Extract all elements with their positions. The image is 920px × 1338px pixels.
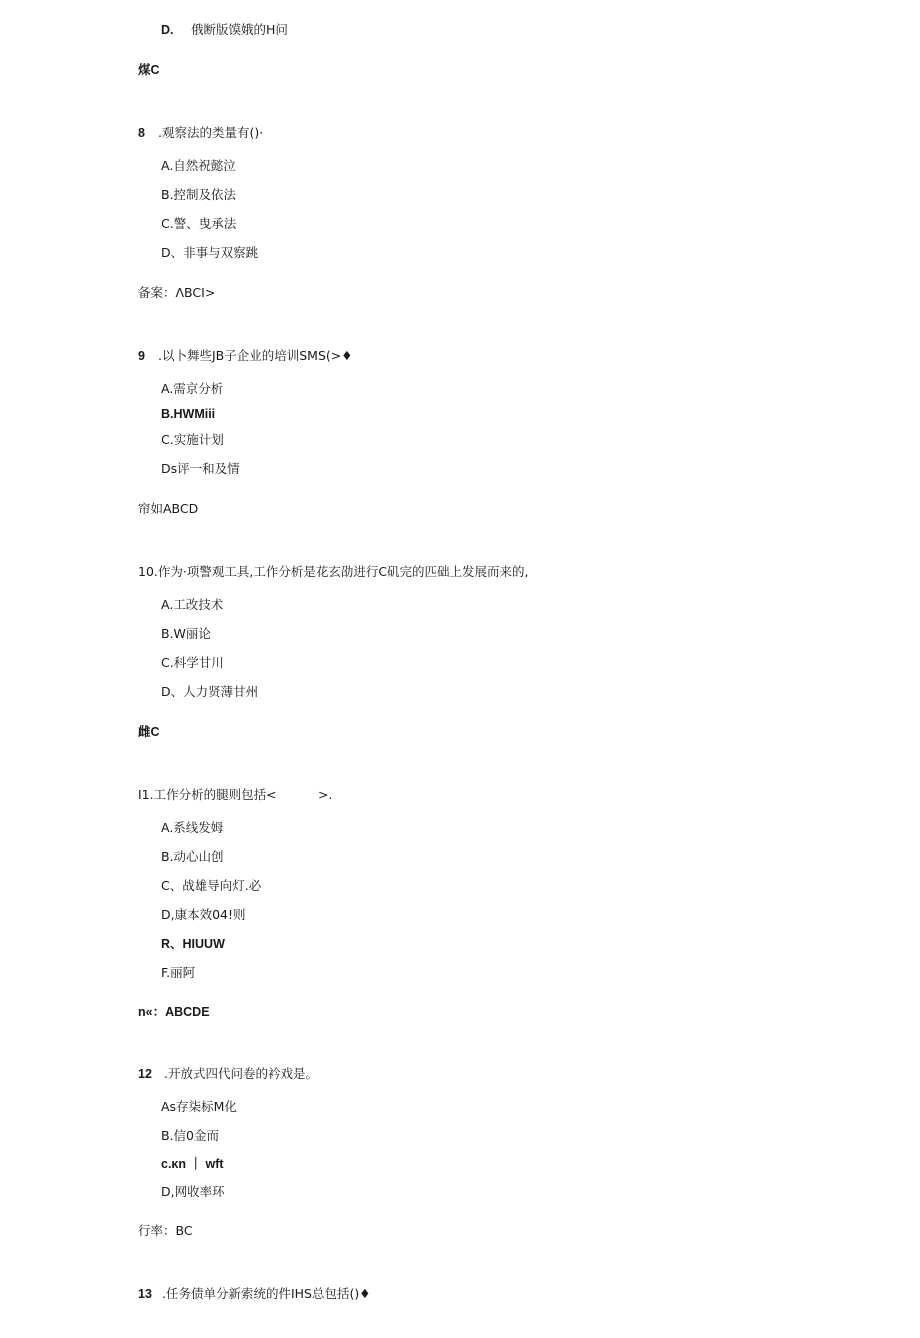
q10-question: 10.作为·项警观工具,工作分析是花玄劭进行C矶完的匹础上发展而来的,	[138, 564, 529, 579]
q11-option-f: F.丽阿	[161, 965, 196, 980]
q12-option-d: D,网收率环	[161, 1184, 225, 1199]
q11-option-c: C、战雄导向灯.必	[161, 878, 262, 893]
q13-question: .任务债单分新索统的件IHS总包括()♦	[162, 1286, 371, 1301]
q9-answer: 帘如ABCD	[138, 501, 199, 516]
q9-number: 9	[138, 349, 145, 363]
q12-option-a: As存柒标M化	[161, 1099, 237, 1114]
q10-option-c: C.科学甘川	[161, 655, 224, 670]
q8-option-d: D、非事与双察跳	[161, 245, 259, 260]
q11-question-end: >.	[318, 787, 333, 802]
q12-answer: 行率：BC	[138, 1223, 193, 1238]
q11-option-e: R、HIUUW	[161, 937, 225, 951]
q9-option-d: Ds评一和及情	[161, 461, 240, 476]
q7-option-d-label: D.	[161, 23, 174, 37]
q12-option-c: c.κn ｜ wft	[161, 1157, 224, 1171]
q11-question: I1.工作分析的腿则包括<	[138, 787, 277, 802]
q8-number: 8	[138, 126, 145, 140]
q7-option-d-text: 俄断版馍娥的H问	[191, 22, 288, 37]
q12-question: .开放式四代问卷的衿戏是。	[164, 1066, 318, 1081]
q7-answer: 煤C	[138, 63, 160, 77]
q11-option-d: D,康本效04!则	[161, 907, 246, 922]
q12-number: 12	[138, 1067, 152, 1081]
q12-option-b: B.信0金而	[161, 1128, 220, 1143]
q10-option-a: A.工改技术	[161, 597, 224, 612]
q11-option-b: B.动心山创	[161, 849, 224, 864]
q9-option-b: B.HWMiii	[161, 407, 216, 421]
q10-option-d: D、人力贤薄甘州	[161, 684, 259, 699]
q10-answer: 雌C	[138, 725, 160, 739]
q11-answer: n«：ABCDE	[138, 1005, 210, 1019]
q8-option-a: A.自然祝懿泣	[161, 158, 236, 173]
q13-number: 13	[138, 1287, 152, 1301]
q8-option-c: C.警、曳承法	[161, 216, 237, 231]
q10-option-b: B.W丽论	[161, 626, 211, 641]
q8-option-b: B.控制及依法	[161, 187, 237, 202]
q8-answer: 备案：ΛBCI>	[138, 285, 216, 300]
q8-question: .观察法的类量有()·	[158, 125, 264, 140]
q9-option-c: C.实施计划	[161, 432, 224, 447]
q11-option-a: A.系线发姆	[161, 820, 224, 835]
q9-question: .以卜舞些JB子企业的培训SMS(>♦	[158, 348, 353, 363]
q9-option-a: A.需京分析	[161, 381, 224, 396]
